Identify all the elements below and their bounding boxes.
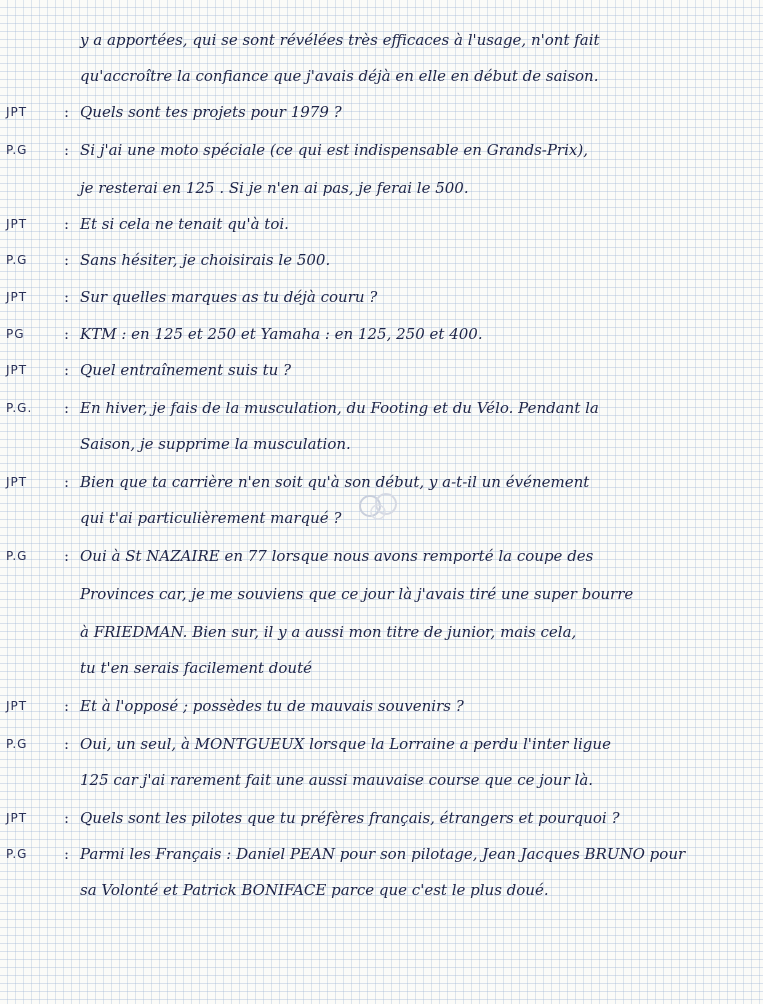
text-line <box>0 876 763 904</box>
colon-mark: : <box>64 473 70 491</box>
colon-mark: : <box>64 288 70 306</box>
text-line <box>0 692 763 720</box>
colon-mark: : <box>64 809 70 827</box>
text-line <box>0 840 763 868</box>
line-text: qu'accroître la confiance que j'avais déjà en elle en début de saison. <box>80 67 599 85</box>
speaker-label: PG <box>6 327 25 341</box>
text-line <box>0 766 763 794</box>
text-line <box>0 654 763 682</box>
colon-mark: : <box>64 399 70 417</box>
line-text: Oui, un seul, à MONTGUEUX lorsque la Lorraine a perdu l'inter ligue <box>80 735 611 753</box>
text-line <box>0 618 763 646</box>
text-line <box>0 320 763 348</box>
line-text: à FRIEDMAN. Bien sur, il y a aussi mon titre de junior, mais cela, <box>80 623 577 641</box>
line-text: 125 car j'ai rarement fait une aussi mauvaise course que ce jour là. <box>80 771 594 789</box>
text-line <box>0 98 763 126</box>
speaker-label: P.G <box>6 549 28 563</box>
colon-mark: : <box>64 547 70 565</box>
line-text: Sans hésiter, je choisirais le 500. <box>80 251 331 269</box>
text-line <box>0 246 763 274</box>
speaker-label: JPT <box>6 699 28 713</box>
line-text: En hiver, je fais de la musculation, du Footing et du Vélo. Pendant la <box>80 399 599 417</box>
text-line <box>0 430 763 458</box>
line-text: Quel entraînement suis tu ? <box>80 361 292 379</box>
text-line <box>0 542 763 570</box>
line-text: sa Volonté et Patrick BONIFACE parce que c'est le plus doué. <box>80 881 549 899</box>
line-text: qui t'ai particulièrement marqué ? <box>80 509 342 527</box>
speaker-label: JPT <box>6 475 28 489</box>
speaker-label: JPT <box>6 217 28 231</box>
text-line <box>0 136 763 164</box>
speaker-label: P.G <box>6 143 28 157</box>
watermark-stamp <box>352 486 404 524</box>
text-line <box>0 26 763 54</box>
line-text: Quels sont les pilotes que tu préfères français, étrangers et pourquoi ? <box>80 809 620 827</box>
colon-mark: : <box>64 251 70 269</box>
line-text: Et à l'opposé ; possèdes tu de mauvais souvenirs ? <box>80 697 464 715</box>
text-line <box>0 730 763 758</box>
line-text: je resterai en 125 . Si je n'en ai pas, je ferai le 500. <box>80 179 469 197</box>
text-line <box>0 394 763 422</box>
colon-mark: : <box>64 141 70 159</box>
speaker-label: P.G <box>6 847 28 861</box>
colon-mark: : <box>64 215 70 233</box>
speaker-label: P.G <box>6 253 28 267</box>
colon-mark: : <box>64 361 70 379</box>
text-line <box>0 283 763 311</box>
speaker-label: JPT <box>6 105 28 119</box>
line-text: Provinces car, je me souviens que ce jour là j'avais tiré une super bourre <box>80 585 634 603</box>
speaker-label: JPT <box>6 290 28 304</box>
line-text: Et si cela ne tenait qu'à toi. <box>80 215 289 233</box>
line-text: Saison, je supprime la musculation. <box>80 435 351 453</box>
line-text: Sur quelles marques as tu déjà couru ? <box>80 288 378 306</box>
colon-mark: : <box>64 325 70 343</box>
colon-mark: : <box>64 845 70 863</box>
line-text: Oui à St NAZAIRE en 77 lorsque nous avons remporté la coupe des <box>80 547 594 565</box>
line-text: Bien que ta carrière n'en soit qu'à son début, y a-t-il un événement <box>80 473 590 491</box>
colon-mark: : <box>64 735 70 753</box>
text-line <box>0 580 763 608</box>
speaker-label: JPT <box>6 811 28 825</box>
speaker-label: JPT <box>6 363 28 377</box>
text-line <box>0 62 763 90</box>
text-line <box>0 210 763 238</box>
line-text: KTM : en 125 et 250 et Yamaha : en 125, 250 et 400. <box>80 325 483 343</box>
line-text: tu t'en serais facilement douté <box>80 659 312 677</box>
line-text: Si j'ai une moto spéciale (ce qui est indispensable en Grands-Prix), <box>80 141 588 159</box>
speaker-label: P.G. <box>6 401 33 415</box>
text-line <box>0 174 763 202</box>
line-text: Quels sont tes projets pour 1979 ? <box>80 103 342 121</box>
line-text: Parmi les Français : Daniel PEAN pour son pilotage, Jean Jacques BRUNO pour <box>80 845 686 863</box>
text-line <box>0 804 763 832</box>
colon-mark: : <box>64 103 70 121</box>
colon-mark: : <box>64 697 70 715</box>
speaker-label: P.G <box>6 737 28 751</box>
text-line <box>0 356 763 384</box>
line-text: y a apportées, qui se sont révélées très efficaces à l'usage, n'ont fait <box>80 31 600 49</box>
